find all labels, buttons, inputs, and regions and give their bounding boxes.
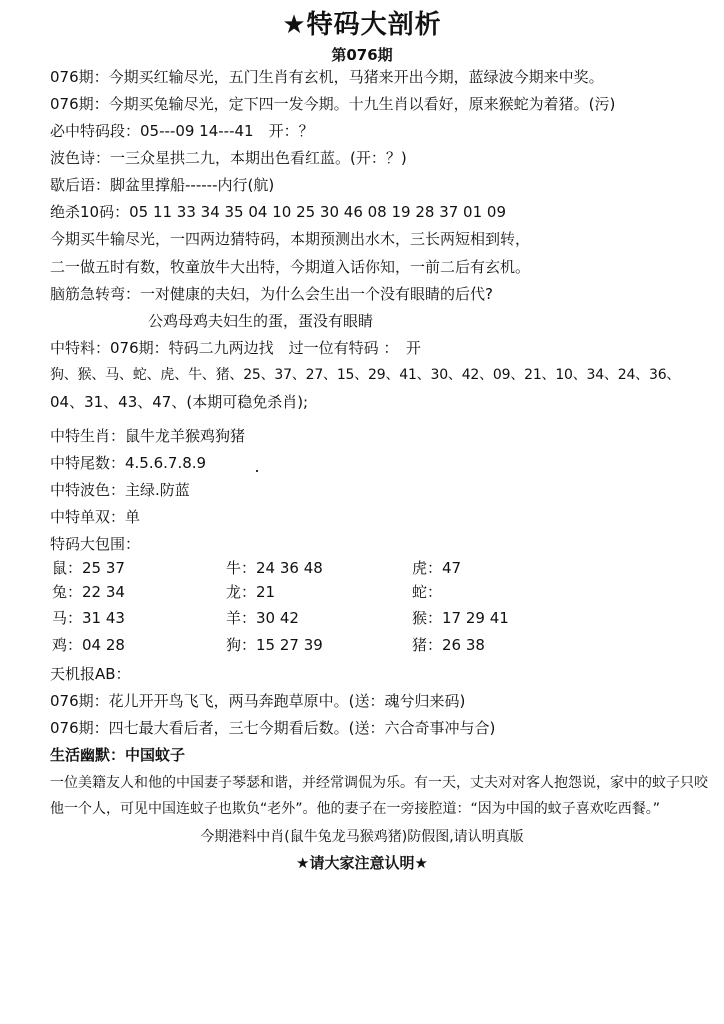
zodiac-cell: 马：31 43	[52, 609, 125, 627]
humor-paragraph: 一位美籍友人和他的中国妻子琴瑟和谐，并经常调侃为乐。有一天，丈夫对对客人抱怨说，家中的蚊子只咬	[50, 775, 708, 791]
text-line: 公鸡母鸡夫妇生的蛋，蛋没有眼睛	[148, 312, 374, 330]
zodiac-cell: 龙：21	[226, 583, 276, 601]
text-line: 中特料：076期：特码二九两边找 过一位有特码 ： 开	[50, 339, 421, 357]
footer-warning: 今期港料中肖(鼠牛兔龙马猴鸡猪)防假图,请认明真版	[200, 829, 524, 845]
text-line: 04、31、43、47、(本期可稳免杀肖);	[50, 393, 309, 411]
text-line: 076期：今期买兔输尽光，定下四一发今期。十九生肖以看好，原来猴蛇为着猪。(污)	[50, 95, 616, 113]
text-line: 脑筋急转弯：一对健康的夫妇，为什么会生出一个没有眼睛的后代?	[50, 285, 493, 303]
text-line: 中特波色：主绿.防蓝	[50, 481, 190, 499]
stray-mark	[256, 470, 258, 472]
zodiac-cell: 猪：26 38	[412, 636, 485, 654]
text-line: 中特单双：单	[50, 508, 141, 526]
footer-notice: ★请大家注意认明★	[296, 854, 428, 872]
text-line: 绝杀10码：05 11 33 34 35 04 10 25 30 46 08 19 28 37 01 09	[50, 203, 506, 221]
tianji-line-a: 076期：花儿开开鸟飞飞，两马奔跑草原中。(送：魂兮归来码)	[50, 692, 466, 710]
text-line: 特码大包围：	[50, 535, 141, 553]
zodiac-cell: 牛：24 36 48	[226, 559, 323, 577]
page-title: ★特码大剖析	[282, 10, 442, 40]
text-line: 中特尾数：4.5.6.7.8.9	[50, 454, 207, 472]
tianji-heading: 天机报AB：	[50, 665, 131, 683]
text-line: 波色诗：一三众星拱二九，本期出色看红蓝。(开：？)	[50, 149, 407, 167]
zodiac-cell: 羊：30 42	[226, 609, 299, 627]
text-line: 中特生肖：鼠牛龙羊猴鸡狗猪	[50, 427, 246, 445]
text-line: 歇后语：脚盆里撑船------内行(航)	[50, 176, 275, 194]
issue-number: 第076期	[331, 46, 393, 64]
humor-paragraph: 他一个人，可见中国连蚊子也欺负“老外”。他的妻子在一旁接腔道：“因为中国的蚊子喜欢吃西餐。”	[50, 801, 661, 817]
text-line: 必中特码段：05---09 14---41 开：？	[50, 122, 314, 140]
text-line: 076期：今期买红输尽光，五门生肖有玄机，马猪来开出今期，蓝绿波今期来中奖。	[50, 68, 604, 86]
humor-heading: 生活幽默：中国蚊子	[50, 746, 186, 764]
zodiac-cell: 蛇：	[412, 583, 443, 601]
zodiac-cell: 虎：47	[412, 559, 462, 577]
zodiac-cell: 兔：22 34	[52, 583, 125, 601]
text-line: 狗、猴、马、蛇、虎、牛、猪、25、37、27、15、29、41、30、42、09、21、10、34、24、36、	[50, 367, 681, 383]
tianji-line-b: 076期：四七最大看后者，三七今期看后数。(送：六合奇事冲与合)	[50, 719, 496, 737]
text-line: 今期买牛输尽光，一四两边猜特码，本期预测出水木，三长两短相到转，	[50, 230, 531, 248]
zodiac-cell: 鼠：25 37	[52, 559, 125, 577]
zodiac-cell: 狗：15 27 39	[226, 636, 323, 654]
zodiac-cell: 鸡：04 28	[52, 636, 125, 654]
zodiac-cell: 猴：17 29 41	[412, 609, 509, 627]
text-line: 二一做五时有数，牧童放牛大出特，今期道入话你知，一前二后有玄机。	[50, 258, 531, 276]
